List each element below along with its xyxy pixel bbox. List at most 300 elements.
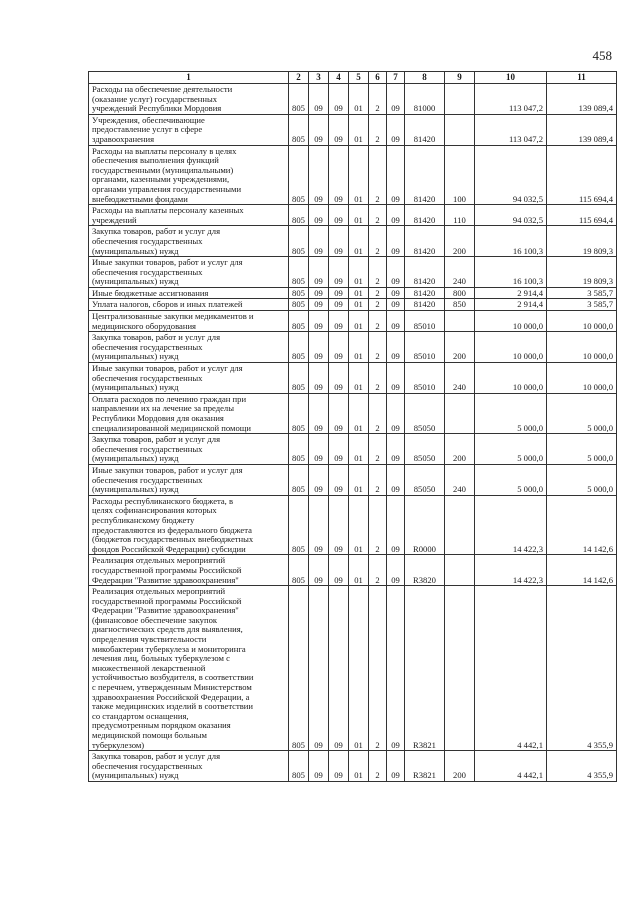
code-cell: 09 bbox=[329, 205, 349, 226]
description-line: специализированной медицинской помощи bbox=[92, 422, 251, 433]
amount-cell: 19 809,3 bbox=[547, 226, 617, 257]
description-line: микобактерии туберкулеза и мониторинга bbox=[92, 643, 246, 654]
amount-cell: 14 142,6 bbox=[547, 495, 617, 555]
description-line: (муниципальных) нужд bbox=[92, 351, 179, 362]
code-cell: 805 bbox=[289, 464, 309, 495]
code-cell: 240 bbox=[445, 257, 475, 288]
code-cell: 2 bbox=[369, 205, 387, 226]
code-cell: 805 bbox=[289, 393, 309, 433]
table-row bbox=[89, 464, 617, 495]
code-cell: 240 bbox=[445, 363, 475, 394]
code-cell: 09 bbox=[387, 226, 405, 257]
description-line: (бюджетов государственных внебюджетных bbox=[92, 534, 254, 545]
row-description bbox=[89, 332, 289, 363]
description-line: предусмотренным порядком оказания bbox=[92, 720, 231, 731]
code-cell bbox=[445, 495, 475, 555]
table-row bbox=[89, 205, 617, 226]
table-row bbox=[89, 257, 617, 288]
table-row bbox=[89, 299, 617, 311]
code-cell: 805 bbox=[289, 332, 309, 363]
code-cell: 85050 bbox=[405, 434, 445, 465]
column-header: 8 bbox=[405, 72, 445, 84]
description-line: государственной программы Российской bbox=[92, 564, 242, 575]
code-cell: 09 bbox=[387, 311, 405, 332]
table-row bbox=[89, 332, 617, 363]
amount-cell: 139 089,4 bbox=[547, 114, 617, 145]
row-description bbox=[89, 226, 289, 257]
code-cell: 09 bbox=[387, 464, 405, 495]
table-body bbox=[89, 84, 617, 782]
code-cell: 09 bbox=[329, 257, 349, 288]
row-description bbox=[89, 495, 289, 555]
code-cell: 2 bbox=[369, 299, 387, 311]
code-cell: 09 bbox=[387, 145, 405, 205]
code-cell: 2 bbox=[369, 114, 387, 145]
description-line: обеспечения государственных bbox=[92, 372, 203, 383]
column-header: 1 bbox=[89, 72, 289, 84]
code-cell: R3821 bbox=[405, 586, 445, 751]
code-cell: 09 bbox=[309, 393, 329, 433]
code-cell: 09 bbox=[387, 586, 405, 751]
code-cell bbox=[445, 114, 475, 145]
code-cell: 09 bbox=[329, 332, 349, 363]
amount-cell: 4 442,1 bbox=[475, 751, 547, 782]
code-cell: 805 bbox=[289, 84, 309, 115]
code-cell: 2 bbox=[369, 363, 387, 394]
code-cell: 805 bbox=[289, 299, 309, 311]
code-cell: 01 bbox=[349, 434, 369, 465]
code-cell bbox=[445, 311, 475, 332]
code-cell: 09 bbox=[309, 84, 329, 115]
description-line: Закупка товаров, работ и услуг для bbox=[92, 751, 221, 762]
description-line: Иные закупки товаров, работ и услуг для bbox=[92, 363, 243, 374]
code-cell: 09 bbox=[387, 84, 405, 115]
code-cell: 09 bbox=[309, 332, 329, 363]
row-description bbox=[89, 555, 289, 586]
description-line: Иные закупки товаров, работ и услуг для bbox=[92, 257, 243, 268]
description-line: государственными (муниципальными) bbox=[92, 164, 234, 175]
code-cell: 85010 bbox=[405, 311, 445, 332]
code-cell: 09 bbox=[387, 555, 405, 586]
description-line: туберкулезом) bbox=[92, 739, 145, 750]
code-cell: 805 bbox=[289, 205, 309, 226]
row-description bbox=[89, 114, 289, 145]
amount-cell: 14 422,3 bbox=[475, 555, 547, 586]
code-cell: 09 bbox=[329, 226, 349, 257]
code-cell: 805 bbox=[289, 363, 309, 394]
code-cell: 81420 bbox=[405, 114, 445, 145]
amount-cell: 14 142,6 bbox=[547, 555, 617, 586]
code-cell: 01 bbox=[349, 114, 369, 145]
code-cell: 2 bbox=[369, 434, 387, 465]
description-line: Оплата расходов по лечению граждан при bbox=[92, 393, 247, 404]
code-cell: 01 bbox=[349, 393, 369, 433]
code-cell: 805 bbox=[289, 555, 309, 586]
description-line: Федерации "Развитие здравоохранения" bbox=[92, 605, 239, 616]
code-cell: 2 bbox=[369, 332, 387, 363]
column-header: 5 bbox=[349, 72, 369, 84]
amount-cell: 10 000,0 bbox=[547, 363, 617, 394]
code-cell bbox=[445, 555, 475, 586]
code-cell: 09 bbox=[309, 287, 329, 299]
description-line: диагностических средств для выявления, bbox=[92, 624, 243, 635]
code-cell bbox=[445, 586, 475, 751]
code-cell: 09 bbox=[329, 363, 349, 394]
amount-cell: 113 047,2 bbox=[475, 114, 547, 145]
row-description bbox=[89, 434, 289, 465]
code-cell: 01 bbox=[349, 226, 369, 257]
code-cell: 09 bbox=[329, 393, 349, 433]
code-cell: R0000 bbox=[405, 495, 445, 555]
table-row bbox=[89, 311, 617, 332]
code-cell: 09 bbox=[309, 226, 329, 257]
amount-cell: 4 355,9 bbox=[547, 751, 617, 782]
code-cell: 09 bbox=[309, 495, 329, 555]
row-description bbox=[89, 363, 289, 394]
code-cell: 200 bbox=[445, 751, 475, 782]
code-cell: 81420 bbox=[405, 205, 445, 226]
page-number: 458 bbox=[592, 48, 612, 63]
table-row bbox=[89, 555, 617, 586]
code-cell: 85010 bbox=[405, 363, 445, 394]
description-line: здравоохранения Российской Федерации, а bbox=[92, 691, 250, 702]
description-line: Централизованные закупки медикаментов и bbox=[92, 311, 254, 322]
column-header: 3 bbox=[309, 72, 329, 84]
code-cell: 81420 bbox=[405, 145, 445, 205]
amount-cell: 16 100,3 bbox=[475, 226, 547, 257]
description-line: (муниципальных) нужд bbox=[92, 382, 179, 393]
description-line: Реализация отдельных мероприятий bbox=[92, 586, 226, 597]
code-cell: 09 bbox=[309, 311, 329, 332]
code-cell: 800 bbox=[445, 287, 475, 299]
amount-cell: 3 585,7 bbox=[547, 287, 617, 299]
table-row bbox=[89, 363, 617, 394]
amount-cell: 10 000,0 bbox=[475, 332, 547, 363]
code-cell: 09 bbox=[387, 332, 405, 363]
code-cell: 2 bbox=[369, 145, 387, 205]
row-description bbox=[89, 751, 289, 782]
code-cell: 09 bbox=[309, 114, 329, 145]
code-cell bbox=[445, 84, 475, 115]
description-line: Иные закупки товаров, работ и услуг для bbox=[92, 464, 243, 475]
code-cell: 09 bbox=[329, 586, 349, 751]
description-line: (муниципальных) нужд bbox=[92, 276, 179, 287]
code-cell: 09 bbox=[329, 751, 349, 782]
amount-cell: 5 000,0 bbox=[547, 434, 617, 465]
code-cell bbox=[445, 393, 475, 433]
description-line: медицинской помощи больным bbox=[92, 730, 207, 740]
code-cell: 805 bbox=[289, 495, 309, 555]
row-description bbox=[89, 586, 289, 751]
code-cell: 09 bbox=[329, 84, 349, 115]
budget-table bbox=[88, 71, 617, 782]
amount-cell: 2 914,4 bbox=[475, 287, 547, 299]
description-line: учреждений bbox=[92, 214, 137, 225]
description-line: учреждений Республики Мордовия bbox=[92, 103, 222, 114]
code-cell: 805 bbox=[289, 311, 309, 332]
amount-cell: 19 809,3 bbox=[547, 257, 617, 288]
code-cell: 09 bbox=[309, 257, 329, 288]
column-header: 2 bbox=[289, 72, 309, 84]
code-cell: 2 bbox=[369, 555, 387, 586]
amount-cell: 14 422,3 bbox=[475, 495, 547, 555]
code-cell: 85050 bbox=[405, 393, 445, 433]
code-cell: 09 bbox=[329, 434, 349, 465]
table-row bbox=[89, 287, 617, 299]
code-cell: 2 bbox=[369, 84, 387, 115]
description-line: республиканскому бюджету bbox=[92, 514, 195, 525]
code-cell: 01 bbox=[349, 751, 369, 782]
description-line: Республики Мордовия для оказания bbox=[92, 413, 224, 423]
code-cell: 805 bbox=[289, 586, 309, 751]
code-cell: 2 bbox=[369, 257, 387, 288]
code-cell: 09 bbox=[387, 257, 405, 288]
amount-cell: 10 000,0 bbox=[475, 311, 547, 332]
code-cell: 09 bbox=[329, 145, 349, 205]
row-description bbox=[89, 145, 289, 205]
description-line: Расходы на обеспечение деятельности bbox=[92, 84, 233, 94]
code-cell: 200 bbox=[445, 434, 475, 465]
code-cell: 09 bbox=[329, 287, 349, 299]
description-line: (муниципальных) нужд bbox=[92, 245, 179, 256]
description-line: Реализация отдельных мероприятий bbox=[92, 555, 226, 566]
amount-cell: 113 047,2 bbox=[475, 84, 547, 115]
description-line: Расходы на выплаты персоналу в целях bbox=[92, 145, 237, 156]
row-description bbox=[89, 299, 289, 311]
amount-cell: 3 585,7 bbox=[547, 299, 617, 311]
code-cell: 09 bbox=[329, 555, 349, 586]
description-line: обеспечения государственных bbox=[92, 341, 203, 352]
table-row bbox=[89, 84, 617, 115]
code-cell: 2 bbox=[369, 751, 387, 782]
amount-cell: 4 442,1 bbox=[475, 586, 547, 751]
amount-cell: 10 000,0 bbox=[547, 332, 617, 363]
description-line: устойчивостью возбудителя, в соответствии bbox=[92, 672, 254, 683]
description-line: внебюджетными фондами bbox=[92, 193, 188, 204]
description-line: с перечнем, утвержденным Министерством bbox=[92, 682, 252, 693]
code-cell: 09 bbox=[309, 751, 329, 782]
header-row bbox=[89, 72, 617, 84]
description-line: предоставляются из федерального бюджета bbox=[92, 524, 252, 535]
amount-cell: 115 694,4 bbox=[547, 145, 617, 205]
description-line: определения чувствительности bbox=[92, 634, 207, 645]
code-cell: 01 bbox=[349, 363, 369, 394]
code-cell: 200 bbox=[445, 332, 475, 363]
code-cell: 01 bbox=[349, 287, 369, 299]
column-header: 7 bbox=[387, 72, 405, 84]
code-cell: 01 bbox=[349, 586, 369, 751]
code-cell: 100 bbox=[445, 145, 475, 205]
code-cell: 01 bbox=[349, 311, 369, 332]
code-cell: 805 bbox=[289, 226, 309, 257]
amount-cell: 5 000,0 bbox=[547, 393, 617, 433]
code-cell: 01 bbox=[349, 84, 369, 115]
code-cell: 09 bbox=[309, 299, 329, 311]
code-cell: 01 bbox=[349, 299, 369, 311]
description-line: обеспечения государственных bbox=[92, 443, 203, 454]
code-cell: 805 bbox=[289, 751, 309, 782]
table-row bbox=[89, 495, 617, 555]
column-header: 10 bbox=[475, 72, 547, 84]
description-line: Закупка товаров, работ и услуг для bbox=[92, 434, 221, 445]
code-cell: 01 bbox=[349, 205, 369, 226]
code-cell: 110 bbox=[445, 205, 475, 226]
description-line: (муниципальных) нужд bbox=[92, 770, 179, 781]
column-header: 9 bbox=[445, 72, 475, 84]
code-cell: 805 bbox=[289, 114, 309, 145]
description-line: (муниципальных) нужд bbox=[92, 453, 179, 464]
description-line: (финансовое обеспечение закупок bbox=[92, 614, 218, 625]
code-cell: R3821 bbox=[405, 751, 445, 782]
description-line: органами управления государственными bbox=[92, 183, 242, 194]
description-line: также медицинских изделий в соответствии bbox=[92, 701, 254, 712]
code-cell: 09 bbox=[387, 299, 405, 311]
code-cell: 09 bbox=[387, 495, 405, 555]
description-line: (муниципальных) нужд bbox=[92, 484, 179, 495]
description-line: здравоохранения bbox=[92, 133, 155, 144]
description-line: лечения лиц, больных туберкулезом с bbox=[92, 653, 230, 664]
code-cell: 09 bbox=[329, 495, 349, 555]
description-line: медицинского оборудования bbox=[92, 320, 196, 331]
description-line: обеспечения государственных bbox=[92, 235, 203, 246]
table-row bbox=[89, 145, 617, 205]
column-header: 6 bbox=[369, 72, 387, 84]
table-row bbox=[89, 751, 617, 782]
amount-cell: 94 032,5 bbox=[475, 145, 547, 205]
code-cell: 805 bbox=[289, 145, 309, 205]
table-row bbox=[89, 586, 617, 751]
description-line: предоставление услуг в сфере bbox=[92, 124, 203, 135]
description-line: Закупка товаров, работ и услуг для bbox=[92, 332, 221, 343]
code-cell: 09 bbox=[387, 363, 405, 394]
amount-cell: 5 000,0 bbox=[547, 464, 617, 495]
row-description bbox=[89, 393, 289, 433]
description-line: Закупка товаров, работ и услуг для bbox=[92, 226, 221, 237]
description-line: обеспечения государственных bbox=[92, 760, 203, 771]
description-line: обеспечения выполнения функций bbox=[92, 155, 219, 166]
description-line: целях софинансирования которых bbox=[92, 505, 217, 516]
code-cell: 01 bbox=[349, 257, 369, 288]
code-cell: 81420 bbox=[405, 257, 445, 288]
description-line: множественной лекарственной bbox=[92, 662, 206, 673]
code-cell: 09 bbox=[387, 751, 405, 782]
amount-cell: 5 000,0 bbox=[475, 464, 547, 495]
amount-cell: 10 000,0 bbox=[475, 363, 547, 394]
code-cell: 09 bbox=[329, 464, 349, 495]
code-cell: 2 bbox=[369, 393, 387, 433]
table-row bbox=[89, 393, 617, 433]
code-cell: 81420 bbox=[405, 299, 445, 311]
row-description bbox=[89, 287, 289, 299]
code-cell: 2 bbox=[369, 287, 387, 299]
code-cell: 85010 bbox=[405, 332, 445, 363]
code-cell: 2 bbox=[369, 464, 387, 495]
description-line: Федерации "Развитие здравоохранения" bbox=[92, 574, 239, 585]
code-cell: 01 bbox=[349, 464, 369, 495]
amount-cell: 94 032,5 bbox=[475, 205, 547, 226]
code-cell: 01 bbox=[349, 495, 369, 555]
code-cell: 2 bbox=[369, 311, 387, 332]
code-cell: 805 bbox=[289, 287, 309, 299]
description-line: (оказание услуг) государственных bbox=[92, 93, 218, 104]
row-description bbox=[89, 464, 289, 495]
column-header: 4 bbox=[329, 72, 349, 84]
code-cell: 240 bbox=[445, 464, 475, 495]
code-cell: 81000 bbox=[405, 84, 445, 115]
code-cell: 09 bbox=[387, 393, 405, 433]
description-line: Расходы на выплаты персоналу казенных bbox=[92, 205, 244, 216]
amount-cell: 5 000,0 bbox=[475, 393, 547, 433]
description-line: Расходы республиканского бюджета, в bbox=[92, 495, 234, 506]
table-row bbox=[89, 434, 617, 465]
code-cell: 09 bbox=[329, 114, 349, 145]
code-cell: 09 bbox=[309, 145, 329, 205]
code-cell: 09 bbox=[387, 205, 405, 226]
amount-cell: 2 914,4 bbox=[475, 299, 547, 311]
code-cell: 09 bbox=[387, 434, 405, 465]
row-description bbox=[89, 257, 289, 288]
code-cell: 09 bbox=[309, 434, 329, 465]
code-cell: 200 bbox=[445, 226, 475, 257]
description-line: государственной программы Российской bbox=[92, 595, 242, 606]
description-line: Иные бюджетные ассигнования bbox=[92, 287, 209, 298]
budget-table-container bbox=[88, 71, 616, 782]
code-cell: 09 bbox=[329, 311, 349, 332]
code-cell: 09 bbox=[309, 363, 329, 394]
table-row bbox=[89, 226, 617, 257]
code-cell: 805 bbox=[289, 434, 309, 465]
amount-cell: 139 089,4 bbox=[547, 84, 617, 115]
description-line: Уплата налогов, сборов и иных платежей bbox=[92, 299, 243, 310]
description-line: обеспечения государственных bbox=[92, 266, 203, 277]
code-cell: R3820 bbox=[405, 555, 445, 586]
code-cell: 09 bbox=[387, 287, 405, 299]
code-cell: 85050 bbox=[405, 464, 445, 495]
description-line: органами, казенными учреждениями, bbox=[92, 174, 230, 185]
code-cell: 2 bbox=[369, 586, 387, 751]
code-cell: 81420 bbox=[405, 287, 445, 299]
description-line: фондов Российской Федерации) субсидии bbox=[92, 543, 246, 554]
code-cell: 81420 bbox=[405, 226, 445, 257]
code-cell: 09 bbox=[387, 114, 405, 145]
amount-cell: 115 694,4 bbox=[547, 205, 617, 226]
code-cell: 2 bbox=[369, 495, 387, 555]
description-line: со стандартом оснащения, bbox=[92, 710, 189, 721]
code-cell: 09 bbox=[309, 464, 329, 495]
row-description bbox=[89, 311, 289, 332]
code-cell: 09 bbox=[309, 586, 329, 751]
code-cell: 01 bbox=[349, 332, 369, 363]
row-description bbox=[89, 205, 289, 226]
table-row bbox=[89, 114, 617, 145]
column-header: 11 bbox=[547, 72, 617, 84]
amount-cell: 5 000,0 bbox=[475, 434, 547, 465]
amount-cell: 16 100,3 bbox=[475, 257, 547, 288]
amount-cell: 10 000,0 bbox=[547, 311, 617, 332]
code-cell: 09 bbox=[309, 205, 329, 226]
code-cell: 2 bbox=[369, 226, 387, 257]
code-cell: 09 bbox=[309, 555, 329, 586]
code-cell: 850 bbox=[445, 299, 475, 311]
code-cell: 805 bbox=[289, 257, 309, 288]
code-cell: 01 bbox=[349, 555, 369, 586]
description-line: Учреждения, обеспечивающие bbox=[92, 114, 205, 125]
description-line: направлении их на лечение за пределы bbox=[92, 403, 234, 414]
row-description bbox=[89, 84, 289, 115]
code-cell: 01 bbox=[349, 145, 369, 205]
code-cell: 09 bbox=[329, 299, 349, 311]
amount-cell: 4 355,9 bbox=[547, 586, 617, 751]
